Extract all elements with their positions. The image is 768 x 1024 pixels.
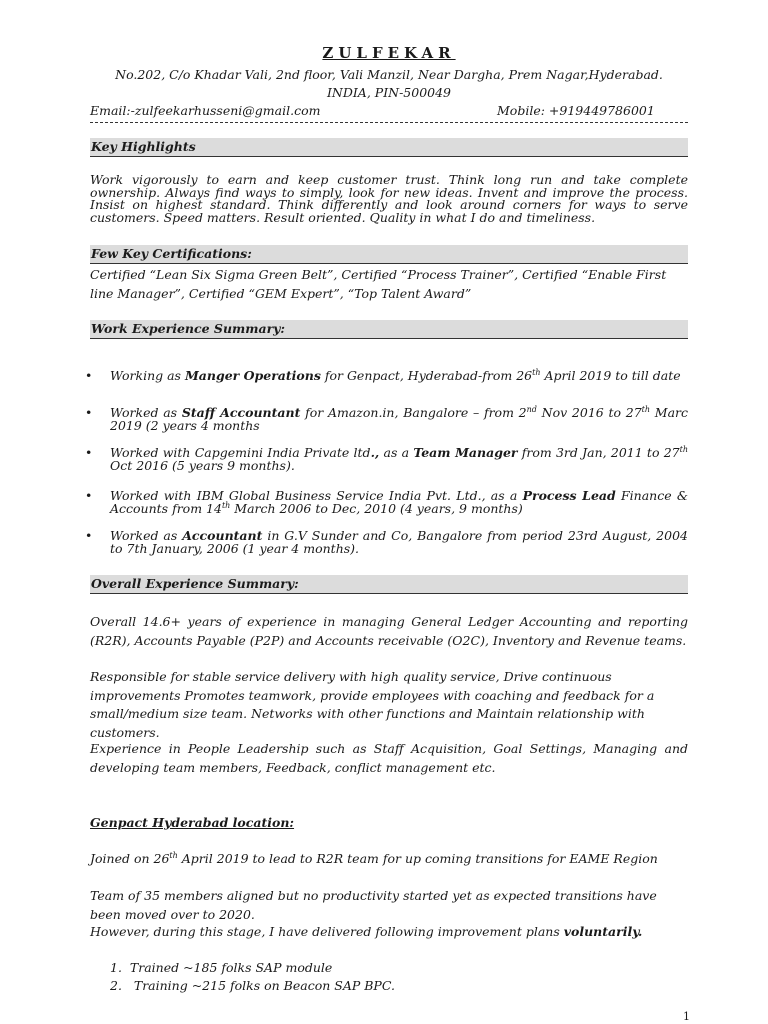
section-title: Few Key Certifications: [91, 246, 252, 261]
section-title: Work Experience Summary: [91, 321, 286, 336]
certifications-text: Certified “Lean Six Sigma Green Belt”, Certified “Process Trainer”, Certified “Enable First line Manager”, Certified “GEM Expert”, “Top Talent Award” [90, 267, 667, 301]
overall-paragraph-3: Experience in People Leadership such as Staff Acquisition, Goal Settings, Managing and developing team members, Feedback, conflict management etc. [90, 741, 688, 775]
list-item: • Worked as Staff Accountant for Amazon.in, Bangalore – from 2nd Nov 2016 to 27th Marc 2019 (2 years 4 months [85, 404, 689, 433]
genpact-joined: Joined on 26th April 2019 to lead to R2R team for up coming transitions for EAME Region [90, 850, 658, 866]
key-highlights-text: Work vigorously to earn and keep customer trust. Think long run and take complete ownership. Always find ways to simply, look for new ideas. Invent and improve the process. Insist on highest standard. Think differently and look around corners for ways to serve customers. Speed matters. Result oriented. Quality in what I do and timeliness. [90, 172, 688, 225]
bullet-icon: • [85, 528, 93, 543]
section-work-experience [90, 320, 688, 339]
contact-row [90, 103, 688, 118]
genpact-team: Team of 35 members aligned but no productivity started yet as expected transitions have been moved over to 2020. [90, 888, 657, 922]
section-title: Key Highlights [91, 139, 196, 154]
bullet-icon: • [85, 445, 93, 460]
section-title: Overall Experience Summary: [91, 576, 299, 591]
genpact-heading: Genpact Hyderabad location: [90, 815, 295, 830]
list-item: 2. Training ~215 folks on Beacon SAP BPC. [110, 978, 395, 993]
bullet-icon: • [85, 488, 93, 503]
list-item: • Worked with IBM Global Business Service India Pvt. Ltd., as a Process Lead Finance & Accounts from 14th March 2006 to Dec, 2010 (4 years, 9 months) [85, 488, 688, 516]
dashed-divider [90, 122, 688, 123]
list-item: 1. Trained ~185 folks SAP module [110, 960, 333, 975]
page-number: 1 [683, 1010, 690, 1023]
list-item: • Worked with Capgemini India Private ltd., as a Team Manager from 3rd Jan, 2011 to 27th Oct 2016 (5 years 9 months). [85, 444, 688, 473]
bullet-icon: • [85, 368, 93, 383]
list-item: • Worked as Accountant in G.V Sunder and Co, Bangalore from period 23rd August, 2004 to 7th January, 2006 (1 year 4 months). [85, 528, 688, 556]
bullet-icon: • [85, 405, 93, 420]
overall-paragraph-2: Responsible for stable service delivery with high quality service, Drive continuous improvements Promotes teamwork, provide employees with coaching and feedback for a small/medium size team. Networks with other functions and Maintain relationship with customers. [90, 669, 655, 740]
mobile-text: Mobile: +919449786001 [497, 103, 655, 118]
address-line-2: INDIA, PIN-500049 [326, 85, 452, 100]
list-item: • Working as Manger Operations for Genpact, Hyderabad-from 26th April 2019 to till date [85, 367, 681, 383]
candidate-name: ZULFEKAR [322, 44, 456, 62]
section-certifications [90, 245, 688, 264]
overall-paragraph-1: Overall 14.6+ years of experience in managing General Ledger Accounting and reporting (R2R), Accounts Payable (P2P) and Accounts receivable (O2C), Inventory and Revenue teams. [90, 614, 688, 648]
email-text: Email:-zulfeekarhusseni@gmail.com [90, 103, 321, 118]
genpact-however: However, during this stage, I have delivered following improvement plans voluntarily. [90, 924, 643, 939]
address-line-1: No.202, C/o Khadar Vali, 2nd floor, Vali Manzil, Near Dargha, Prem Nagar,Hyderabad. [115, 67, 663, 82]
section-key-highlights [90, 138, 688, 157]
section-overall-experience [90, 575, 688, 594]
